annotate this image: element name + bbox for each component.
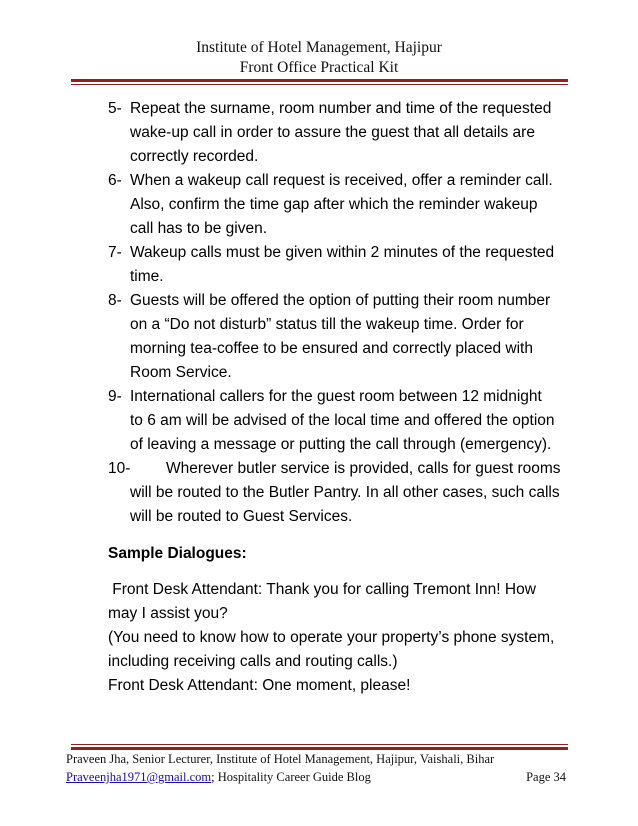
list-line: morning tea-coffee to be ensured and correctly placed with [130,340,533,357]
list-line: wake-up call in order to assure the guest that all details are [130,124,535,141]
header-institute: Institute of Hotel Management, Hajipur [196,39,442,56]
list-line: Repeat the surname, room number and time of the requested [130,100,552,117]
list-item-7 [108,241,578,289]
header-rule-thick [71,79,568,82]
list-item-9 [108,385,578,457]
dialogue-line: Front Desk Attendant: Thank you for calling Tremont Inn! How [108,581,536,598]
list-line: will be routed to Guest Services. [130,508,353,525]
list-number: 8- [108,292,122,309]
list-item-5 [108,97,578,169]
footer-email-link[interactable]: Praveenjha1971@gmail.com [66,770,212,784]
page-number: Page 34 [526,770,566,784]
footer-author: Praveen Jha, Senior Lecturer, Institute of Hotel Management, Hajipur, Vaishali, Bihar [66,752,495,766]
list-line: will be routed to the Butler Pantry. In all other cases, such calls [130,484,560,501]
footer-contact [66,768,566,786]
header-rule-thin [71,84,568,85]
list-line: on a “Do not disturb” status till the wakeup time. Order for [130,316,524,333]
dialogue-line: (You need to know how to operate your property’s phone system, [108,629,555,646]
list-line: of leaving a message or putting the call through (emergency). [130,436,552,453]
list-line: Guests will be offered the option of putting their room number [130,292,551,309]
list-line: Also, confirm the time gap after which the reminder wakeup [130,196,538,213]
list-number: 10- [108,460,131,477]
page-header [0,38,638,78]
list-number: 7- [108,244,122,261]
list-item-10 [108,457,578,529]
list-line: time. [130,268,164,285]
dialogue-line: Front Desk Attendant: One moment, please! [108,677,411,694]
list-line: Wakeup calls must be given within 2 minutes of the requested [130,244,555,261]
list-number: 6- [108,172,122,189]
list-line: correctly recorded. [130,148,259,165]
sample-dialogues-heading: Sample Dialogues: [108,545,247,562]
list-line: Room Service. [130,364,232,381]
list-item-8 [108,289,578,385]
header-kit-title: Front Office Practical Kit [239,59,399,76]
dialogue-line: including receiving calls and routing calls.) [108,653,398,670]
list-line: Wherever butler service is provided, calls for guest rooms [166,460,561,477]
footer-rule-thin [71,744,568,745]
list-line: When a wakeup call request is received, offer a reminder call. [130,172,553,189]
list-number: 5- [108,100,122,117]
list-item-6 [108,169,578,241]
page-body [108,97,578,698]
list-line: to 6 am will be advised of the local time and offered the option [130,412,555,429]
list-number: 9- [108,388,122,405]
dialogue-line: may I assist you? [108,605,228,622]
footer-blog: ; Hospitality Career Guide Blog [211,770,371,784]
list-line: International callers for the guest room between 12 midnight [130,388,542,405]
list-line: call has to be given. [130,220,268,237]
sample-dialogues [108,578,578,698]
